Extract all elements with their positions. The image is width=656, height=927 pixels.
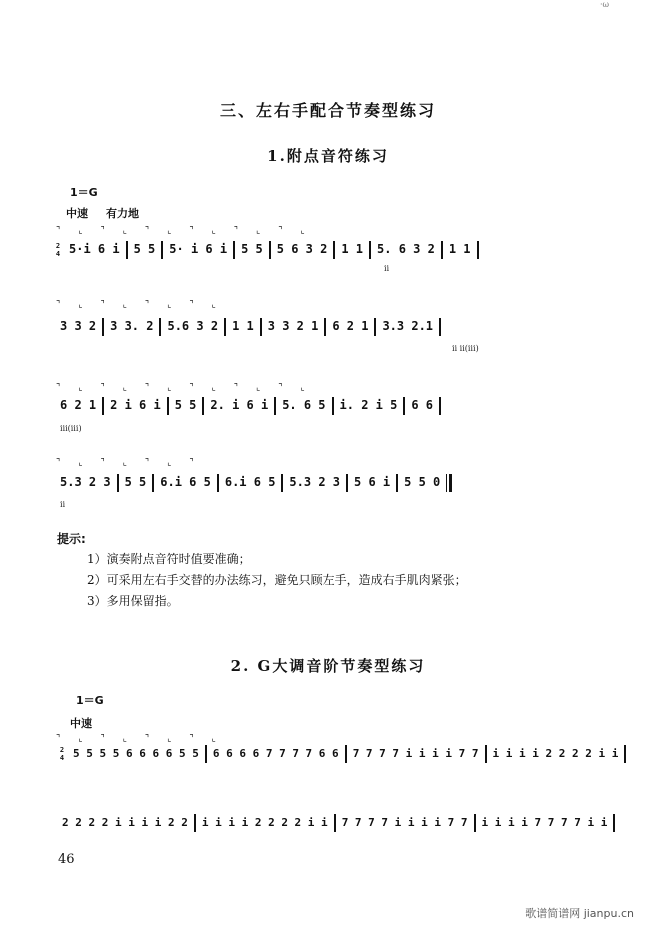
measure: 7 7 7 7 i i i i 7 7 [352, 747, 479, 760]
measure: 5 5 [174, 398, 197, 412]
measure: i i i i 2 2 2 2 i i [201, 816, 328, 829]
barline [281, 474, 283, 492]
subsection-title-scale: 2. G大调音阶节奏型练习 [230, 657, 426, 675]
barline [102, 397, 104, 415]
barline [159, 318, 161, 336]
barline [102, 318, 104, 336]
measure: 2 i 6 i [110, 398, 161, 412]
tips-heading: 提示: [57, 532, 86, 546]
measure: 5 6 3 2 [276, 242, 328, 256]
measure: 1 1 [341, 242, 364, 256]
tempo-marking [66, 205, 157, 221]
measure: 1 1 [232, 319, 254, 333]
barline [117, 474, 119, 492]
barline [260, 318, 262, 336]
staff-row [58, 812, 606, 834]
measure: 5· i 6 i [169, 242, 228, 256]
measure: 6 6 6 6 7 7 7 7 6 6 [212, 747, 339, 760]
tip-item: 1）演奏附点音符时值要准确； [87, 552, 251, 566]
tip-item: 2）可采用左右手交替的办法练习，避免只顾左手，造成右手肌肉紧张； [87, 573, 467, 587]
watermark: 歌谱简谱网 jianpu.cn [525, 907, 634, 920]
barline [485, 745, 487, 763]
string-indication: ⅱ [384, 264, 390, 273]
time-signature: 2 4 [55, 241, 61, 258]
measure: 3.3 2.1 [382, 319, 434, 333]
barline [346, 474, 348, 492]
staff-row [54, 238, 602, 260]
tempo-text: 中速 [70, 717, 92, 730]
measure: i i i i 2 2 2 2 i i [492, 747, 619, 760]
barline [374, 318, 376, 336]
barline [269, 241, 271, 259]
measure: i i i i 7 7 7 7 i i [481, 816, 608, 829]
barline [439, 318, 441, 336]
string-indication: ⅲ(ⅲ) [60, 424, 82, 433]
bowing-marks: ⌝⌞⌝⌞⌝⌞⌝⌞⌝⌞⌝⌞ [56, 226, 323, 236]
barline [332, 397, 334, 415]
time-signature: 2 4 [59, 746, 65, 762]
barline [345, 745, 347, 763]
subsection-title-dotted: 1.附点音符练习 [267, 147, 389, 165]
barline [217, 474, 219, 492]
barline [233, 241, 235, 259]
final-barline [446, 474, 452, 492]
staff-row [56, 394, 604, 416]
barline [161, 241, 163, 259]
key-signature: 1＝G [70, 186, 98, 199]
expression-text: 有力地 [106, 207, 139, 220]
measure: 3 3. 2 [110, 319, 154, 333]
bowing-marks: ⌝⌞⌝⌞⌝⌞⌝⌞ [56, 300, 234, 310]
tempo-text: 中速 [66, 207, 88, 220]
measure: 2. i 6 i [210, 398, 269, 412]
corner-mark: ·ω [600, 0, 610, 9]
bowing-marks: ⌝⌞⌝⌞⌝⌞⌝⌞ [56, 734, 234, 744]
staff-row [56, 471, 604, 493]
barline [126, 241, 128, 259]
barline [369, 241, 371, 259]
barline [194, 814, 196, 832]
measure: 5 5 [241, 242, 263, 256]
barline [205, 745, 207, 763]
barline [152, 474, 154, 492]
page-number: 46 [58, 852, 75, 867]
measure: 5.3 2 3 [60, 475, 111, 489]
barline [324, 318, 326, 336]
measure: 5 5 5 5 6 6 6 6 5 5 [73, 747, 199, 760]
measure: 3 3 2 [60, 319, 97, 333]
measure: i. 2 i 5 [339, 398, 398, 412]
measure: 5. 6 3 2 [377, 242, 435, 256]
barline [613, 814, 615, 832]
measure: 2 2 2 2 i i i i 2 2 [62, 816, 188, 829]
section-title: 三、左右手配合节奏型练习 [219, 101, 436, 120]
string-indication: ⅱ ⅱ(ⅲ) [452, 344, 479, 353]
string-indication: ⅱ [60, 500, 66, 509]
key-signature: 1＝G [76, 694, 104, 707]
measure: 3 3 2 1 [267, 319, 319, 333]
barline [477, 241, 479, 259]
measure: 6 2 1 [332, 319, 369, 333]
staff-row [58, 743, 619, 765]
barline [439, 397, 441, 415]
measure: 1 1 [448, 242, 471, 256]
barline [396, 474, 398, 492]
barline [403, 397, 405, 415]
barline [202, 397, 204, 415]
staff-row [56, 315, 604, 337]
measure: 5 6 i [354, 475, 391, 489]
measure: 5 5 0 [404, 475, 441, 489]
barline [274, 397, 276, 415]
barline [224, 318, 226, 336]
barline [474, 814, 476, 832]
barline [441, 241, 443, 259]
tip-item: 3）多用保留指。 [87, 594, 179, 608]
measure: 5 5 [124, 475, 147, 489]
tempo-marking [70, 715, 110, 731]
bowing-marks: ⌝⌞⌝⌞⌝⌞⌝⌞⌝⌞⌝⌞ [56, 383, 323, 393]
measure: 5. 6 5 [282, 398, 326, 412]
measure: 6.i 6 5 [160, 475, 211, 489]
barline [167, 397, 169, 415]
measure: 6.i 6 5 [224, 475, 276, 489]
measure: 7 7 7 7 i i i i 7 7 [341, 816, 468, 829]
measure: 5.3 2 3 [289, 475, 340, 489]
measure: 6 2 1 [60, 398, 97, 412]
bowing-marks: ⌝⌞⌝⌞⌝⌞⌝ [56, 458, 212, 468]
measure: 5 5 [133, 242, 156, 256]
barline [624, 745, 626, 763]
barline [333, 241, 335, 259]
measure: 5·i 6 i [69, 242, 120, 256]
measure: 5.6 3 2 [167, 319, 219, 333]
measure: 6 6 [411, 398, 434, 412]
barline [334, 814, 336, 832]
